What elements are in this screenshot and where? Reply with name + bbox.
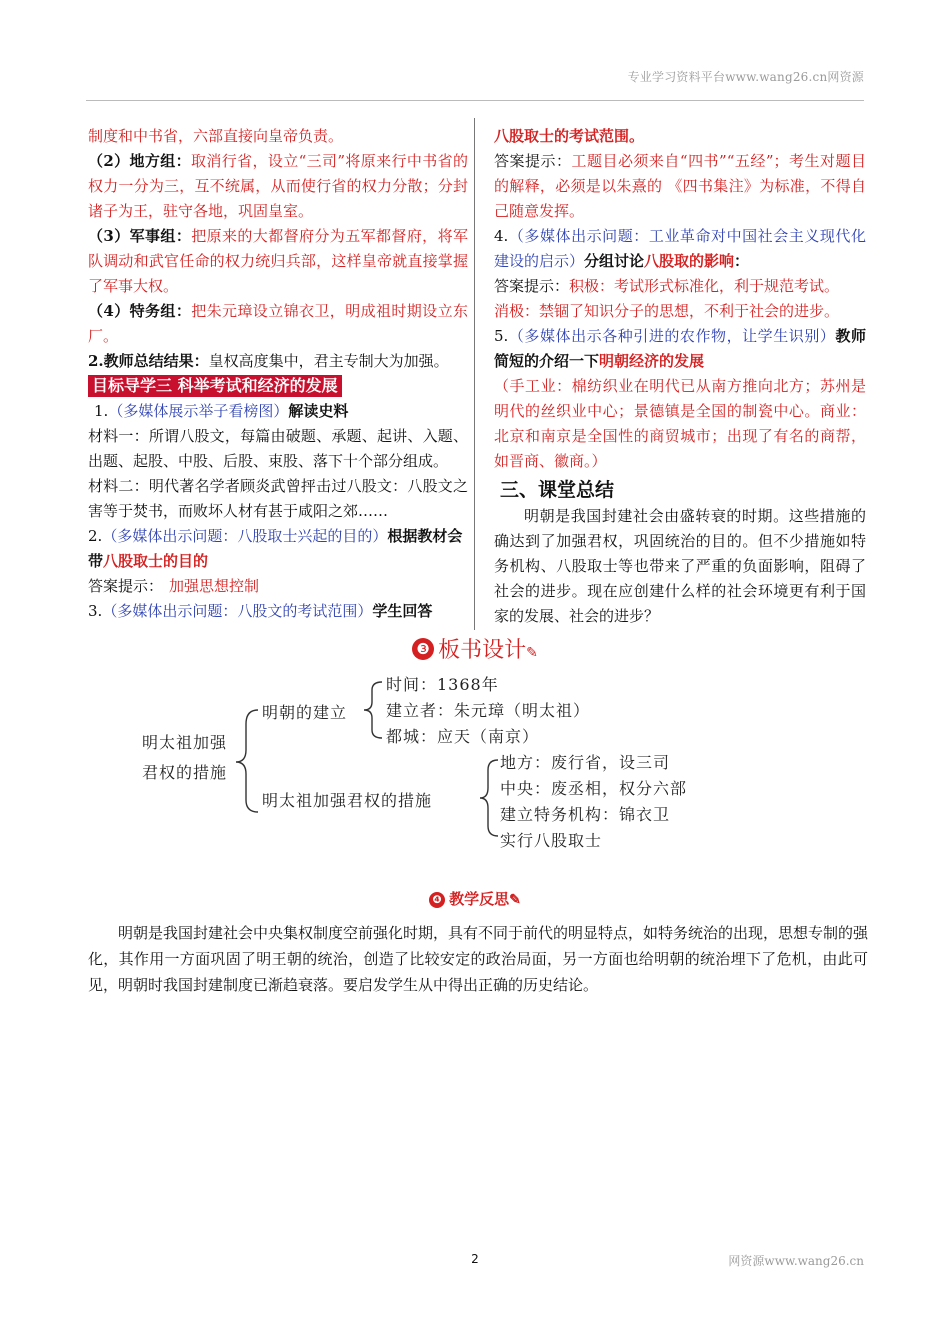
founding-item-time: 时间：1368年 <box>386 675 499 694</box>
answer-4-positive: 积极：考试形式标准化，利于规范考试。 <box>569 277 840 295</box>
pen-icon: ✎ <box>526 645 538 661</box>
question-5-highlight: 明朝经济的发展 <box>599 352 705 370</box>
branch-founding: 明朝的建立 <box>262 703 348 722</box>
question-3-media: （多媒体出示问题：八股文的考试范围） <box>102 602 373 620</box>
measure-local: 地方：废行省，设三司 <box>500 753 671 772</box>
question-5 <box>494 324 866 374</box>
group-local-text: 取消行省，设立“三司”将原来行中书省的权力一分为三，互不统属，从而使行省的权力分散；分封诸子为王，驻守各地，巩固皇室。 <box>88 152 468 220</box>
question-4-end: ： <box>734 252 750 270</box>
answer-3-text: 工题目必须来自“四书”“五经”；考生对题目的解释，必须是以朱熹的 《四书集注》为标准，不得自己随意发挥。 <box>494 152 866 220</box>
group-secret-label: （4）特务组： <box>88 302 192 320</box>
question-4-text: 分组讨论 <box>584 252 645 270</box>
page-footer: 网资源www.wang26.cn <box>728 1254 864 1268</box>
reflection-text: 明朝是我国封建社会中央集权制度空前强化时期，具有不同于前代的明显特点，如特务统治的出现，思想专制的强化，其作用一方面巩固了明王朝的统治，创造了比较安定的政治局面，另一方面也给明朝的统治埋下了危机，由此可见，明朝时我国封建制度已渐趋衰落。要启发学生从中得出正确的历史结论。 <box>88 924 869 994</box>
board-diagram <box>130 672 790 862</box>
conclusion-text: 明朝是我国封建社会由盛转衰的时期。这些措施的确达到了加强君权，巩固统治的目的。但不少措施如特务机构、八股取士等也带来了严重的负面影响，阻碍了社会的进步。现在应创建什么样的社会环境更有利于国家的发展、社会的进步？ <box>494 507 866 625</box>
page-number: 2 <box>471 1252 479 1266</box>
column-divider <box>474 118 475 630</box>
question-4-media: （多媒体出示问题：工业革命对中国社会主义现代化建设的启示） <box>494 227 866 270</box>
group-secret <box>88 299 468 349</box>
branch-2-brace <box>480 760 498 836</box>
question-2-num: 2. <box>88 527 103 545</box>
question-1-media: （多媒体展示举子看榜图） <box>108 402 289 420</box>
measure-central: 中央：废丞相，权分六部 <box>500 779 688 798</box>
answer-2-label: 答案提示： <box>88 577 164 595</box>
answer-4-label: 答案提示： <box>494 277 570 295</box>
left-column <box>88 124 468 624</box>
group-military-text: 把原来的大都督府分为五军都督府，将军队调动和武官任命的权力统归兵部，这样皇帝就直接掌握了军事大权。 <box>88 227 468 295</box>
number-4-badge: ❹ <box>429 892 445 908</box>
answer-4-negative: 消极：禁锢了知识分子的思想，不利于社会的进步。 <box>494 302 840 320</box>
board-heading <box>0 636 950 668</box>
answer-4 <box>494 274 866 299</box>
page-header: 专业学习资料平台www.wang26.cn网资源 <box>627 70 864 84</box>
pen-icon: ✎ <box>509 892 521 908</box>
root-label-1: 明太祖加强 <box>142 733 228 752</box>
group-secret-text: 把朱元璋设立锦衣卫，明成祖时期设立东厂。 <box>88 302 468 345</box>
board-title: 板书设计 <box>438 638 527 663</box>
material-2: 材料二：明代著名学者顾炎武曾抨击过八股文：八股文之害等于焚书，而败坏人材有甚于咸阳之郊…… <box>88 477 468 520</box>
root-label-2: 君权的措施 <box>142 763 228 782</box>
answer-3-label: 答案提示： <box>494 152 572 170</box>
measure-secret-police: 建立特务机构：锦衣卫 <box>500 805 671 824</box>
question-4-num: 4. <box>494 227 509 245</box>
reflection-title: 教学反思 <box>449 890 510 908</box>
reflection-heading <box>0 888 950 909</box>
founding-item-capital: 都城：应天（南京） <box>386 727 540 746</box>
answer-3 <box>494 149 866 224</box>
root-brace <box>236 710 258 812</box>
branch-measures: 明太祖加强君权的措施 <box>262 791 433 810</box>
question-4 <box>494 224 866 274</box>
answer-2-text: 加强思想控制 <box>169 577 260 595</box>
question-4-highlight: 八股取的影响 <box>644 252 735 270</box>
continued-line: 制度和中书省，六部直接向皇帝负责。 <box>88 127 344 145</box>
question-2-text: 根据教材会带 <box>88 527 463 570</box>
question-2-media: （多媒体出示问题：八股取士兴起的目的） <box>102 527 388 545</box>
question-3-num: 3. <box>88 602 103 620</box>
answer-2 <box>88 574 468 599</box>
question-3-text: 学生回答 <box>372 602 433 620</box>
branch-1-brace <box>364 682 382 738</box>
group-military-label: （3）军事组： <box>88 227 192 245</box>
question-5-media: （多媒体出示各种引进的农作物，让学生识别） <box>508 327 836 345</box>
measure-exam: 实行八股取士 <box>500 831 603 850</box>
group-local <box>88 149 468 224</box>
question-2 <box>88 524 468 574</box>
question-2-highlight: 八股取士的目的 <box>103 552 209 570</box>
group-military <box>88 224 468 299</box>
question-1 <box>88 399 468 424</box>
group-local-label: （2）地方组： <box>88 152 192 170</box>
teacher-summary-label: 2.教师总结结果： <box>88 352 209 370</box>
material-1: 材料一：所谓八股文，每篇由破题、承题、起讲、入题、出题、起股、中股、后股、束股、落下十个部分组成。 <box>88 427 468 470</box>
question-5-text: 教师简短的介绍一下 <box>494 327 866 370</box>
founding-item-founder: 建立者：朱元璋（明太祖） <box>386 701 591 720</box>
question-1-num: 1. <box>94 402 109 420</box>
question-5-num: 5. <box>494 327 509 345</box>
header-divider <box>86 100 864 101</box>
teacher-summary-text: 皇权高度集中，君主专制大为加强。 <box>208 352 449 370</box>
teacher-summary <box>88 349 468 374</box>
question-1-text: 解读史料 <box>288 402 349 420</box>
section-title: 三、课堂总结 <box>500 479 615 501</box>
question-3 <box>88 599 468 624</box>
economy-notes: （手工业：棉纺织业在明代已从南方推向北方；苏州是明代的丝织业中心；景德镇是全国的制瓷中心。商业：北京和南京是全国性的商贸城市；出现了有名的商帮，如晋商、徽商。） <box>494 377 866 470</box>
right-column <box>494 124 866 629</box>
goal-banner: 目标导学三 科举考试和经济的发展 <box>88 375 342 397</box>
exam-scope: 八股取士的考试范围。 <box>494 127 645 145</box>
number-3-badge: ❸ <box>412 638 434 660</box>
